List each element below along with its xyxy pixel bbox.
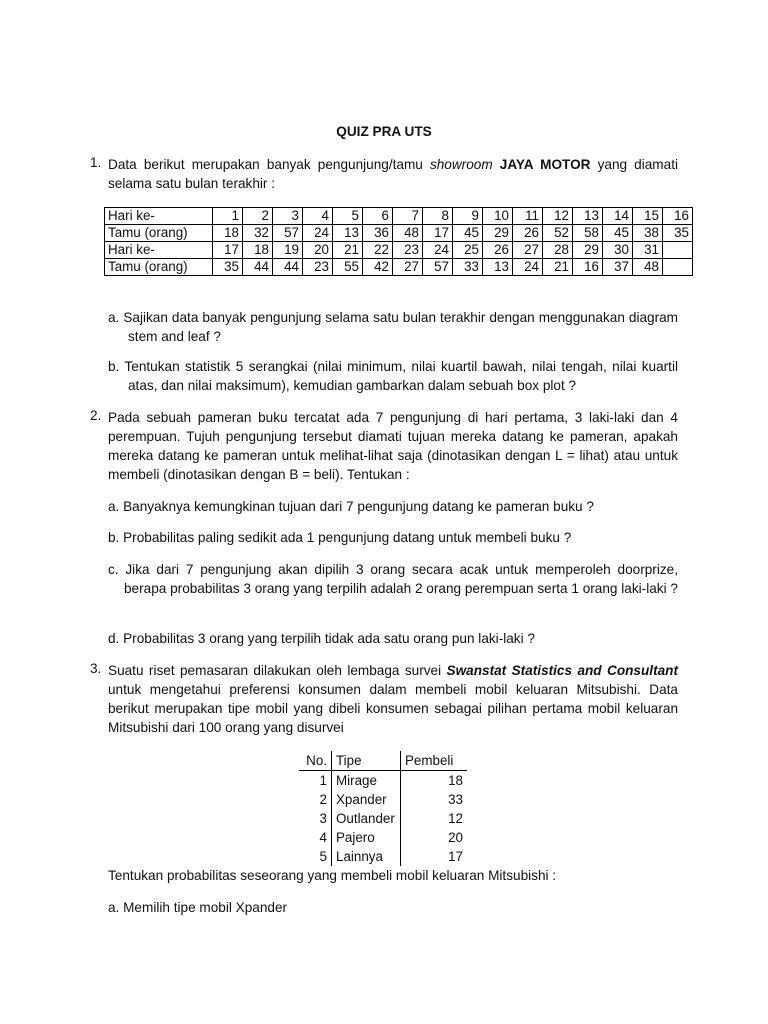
page-title: QUIZ PRA UTS bbox=[336, 124, 432, 139]
q3-number: 3. bbox=[90, 661, 102, 676]
table-cell: 35 bbox=[663, 225, 693, 242]
car-type-table bbox=[299, 751, 467, 866]
table-cell bbox=[663, 242, 693, 259]
table-cell: 8 bbox=[423, 208, 453, 225]
table-cell: 10 bbox=[483, 208, 513, 225]
row-tipe: Pajero bbox=[332, 828, 401, 847]
table-cell: 29 bbox=[573, 242, 603, 259]
table-row bbox=[105, 259, 693, 276]
table-cell: 11 bbox=[513, 208, 543, 225]
table-cell: 16 bbox=[663, 208, 693, 225]
table-row bbox=[299, 828, 467, 847]
row-label: Tamu (orang) bbox=[105, 225, 213, 242]
row-no: 3 bbox=[299, 809, 332, 828]
table-cell: 3 bbox=[273, 208, 303, 225]
table-cell: 21 bbox=[543, 259, 573, 276]
table-row bbox=[105, 208, 693, 225]
table-cell: 26 bbox=[513, 225, 543, 242]
row-pembeli: 18 bbox=[448, 773, 463, 788]
table-cell: 17 bbox=[213, 242, 243, 259]
row-label: Tamu (orang) bbox=[105, 259, 213, 276]
table-cell: 52 bbox=[543, 225, 573, 242]
table-cell: 23 bbox=[303, 259, 333, 276]
table-cell: 13 bbox=[333, 225, 363, 242]
table-cell: 37 bbox=[603, 259, 633, 276]
table-cell: 23 bbox=[393, 242, 423, 259]
table-cell: 36 bbox=[363, 225, 393, 242]
table-cell: 27 bbox=[393, 259, 423, 276]
row-label: Hari ke- bbox=[105, 208, 213, 225]
q3-item-a: a. Memilih tipe mobil Xpander bbox=[108, 900, 288, 915]
table-cell: 24 bbox=[303, 225, 333, 242]
table-cell: 28 bbox=[543, 242, 573, 259]
table-cell: 7 bbox=[393, 208, 423, 225]
row-no: 4 bbox=[299, 828, 332, 847]
q3-text-bold-italic: Swanstat Statistics and Consultant bbox=[446, 663, 678, 678]
table-row bbox=[299, 847, 467, 866]
table-cell: 48 bbox=[633, 259, 663, 276]
table-cell: 13 bbox=[483, 259, 513, 276]
q3-text: Suatu riset pemasaran dilakukan oleh lembaga survei Swanstat Statistics and Consultant untuk mengetahui preferensi konsumen dalam membeli mobil keluaran Mitsubishi. Data berikut merupakan tipe mobil yang dibeli konsumen sebagai pilihan pertama mobil keluaran Mitsubishi dari 100 orang yang disurvei bbox=[108, 663, 678, 735]
table-cell: 12 bbox=[543, 208, 573, 225]
table-cell: 29 bbox=[483, 225, 513, 242]
row-pembeli: 20 bbox=[448, 830, 463, 845]
table-cell: 24 bbox=[513, 259, 543, 276]
q3-prompt: Tentukan probabilitas seseorang yang membeli mobil keluaran Mitsubishi : bbox=[108, 868, 557, 883]
table-cell: 33 bbox=[453, 259, 483, 276]
table-cell: 45 bbox=[603, 225, 633, 242]
q1-text-pre: Data berikut merupakan banyak pengunjung/tamu bbox=[108, 157, 430, 172]
row-tipe: Lainnya bbox=[332, 847, 401, 866]
table-row bbox=[299, 771, 467, 791]
q2-item-c: c. Jika dari 7 pengunjung akan dipilih 3 orang secara acak untuk memperoleh doorprize, berapa probabilitas 3 orang yang terpilih adalah 2 orang perempuan serta 1 orang laki-laki ? bbox=[108, 562, 678, 596]
table-cell: 14 bbox=[603, 208, 633, 225]
table-cell: 4 bbox=[303, 208, 333, 225]
table-cell: 45 bbox=[453, 225, 483, 242]
table-cell: 15 bbox=[633, 208, 663, 225]
q1-number: 1. bbox=[90, 155, 102, 170]
row-pembeli: 33 bbox=[448, 792, 463, 807]
row-pembeli: 17 bbox=[448, 849, 463, 864]
table-cell: 30 bbox=[603, 242, 633, 259]
row-tipe: Xpander bbox=[332, 790, 401, 809]
table-cell: 31 bbox=[633, 242, 663, 259]
table-cell: 9 bbox=[453, 208, 483, 225]
q1-text-post: yang diamati selama satu bulan terakhir : bbox=[108, 157, 678, 191]
table-cell: 44 bbox=[273, 259, 303, 276]
row-no: 2 bbox=[299, 790, 332, 809]
table-cell: 57 bbox=[423, 259, 453, 276]
table-cell: 2 bbox=[243, 208, 273, 225]
q2-item-b: b. Probabilitas paling sedikit ada 1 pengunjung datang untuk membeli buku ? bbox=[108, 530, 572, 545]
q1-text bbox=[108, 155, 678, 193]
table-cell: 57 bbox=[273, 225, 303, 242]
table-cell: 6 bbox=[363, 208, 393, 225]
col-header-pembeli: Pembeli bbox=[401, 751, 468, 771]
q1-text-italic: showroom bbox=[429, 157, 493, 172]
table-cell: 18 bbox=[213, 225, 243, 242]
q2-text: Pada sebuah pameran buku tercatat ada 7 pengunjung di hari pertama, 3 laki-laki dan 4 perempuan. Tujuh pengunjung tersebut diamati tujuan mereka datang ke pameran, apakah mereka datang ke pameran untuk melihat-lihat saja (dinotasikan dengan L = lihat) atau untuk membeli (dinotasikan dengan B = beli). Tentukan : bbox=[108, 410, 678, 482]
row-no: 1 bbox=[299, 771, 332, 791]
row-tipe: Mirage bbox=[332, 771, 401, 791]
q1-text-bold: JAYA MOTOR bbox=[499, 157, 591, 172]
q2-number: 2. bbox=[90, 408, 102, 423]
table-cell: 55 bbox=[333, 259, 363, 276]
visitor-table bbox=[104, 207, 693, 276]
table-cell: 20 bbox=[303, 242, 333, 259]
table-row bbox=[105, 225, 693, 242]
table-cell: 58 bbox=[573, 225, 603, 242]
table-cell: 24 bbox=[423, 242, 453, 259]
q2-item-d: d. Probabilitas 3 orang yang terpilih tidak ada satu orang pun laki-laki ? bbox=[108, 631, 535, 646]
col-header-no: No. bbox=[299, 751, 332, 771]
table-cell: 48 bbox=[393, 225, 423, 242]
table-cell: 21 bbox=[333, 242, 363, 259]
row-no: 5 bbox=[299, 847, 332, 866]
q1-item-a: a. Sajikan data banyak pengunjung selama satu bulan terakhir dengan menggunakan diagram stem and leaf ? bbox=[108, 310, 678, 344]
table-cell: 25 bbox=[453, 242, 483, 259]
table-row bbox=[105, 242, 693, 259]
table-cell: 5 bbox=[333, 208, 363, 225]
table-cell: 44 bbox=[243, 259, 273, 276]
row-label: Hari ke- bbox=[105, 242, 213, 259]
table-cell: 42 bbox=[363, 259, 393, 276]
table-cell: 13 bbox=[573, 208, 603, 225]
table-cell: 16 bbox=[573, 259, 603, 276]
table-cell: 1 bbox=[213, 208, 243, 225]
table-cell: 17 bbox=[423, 225, 453, 242]
table-cell: 38 bbox=[633, 225, 663, 242]
col-header-tipe: Tipe bbox=[332, 751, 401, 771]
table-cell: 26 bbox=[483, 242, 513, 259]
q2-item-a: a. Banyaknya kemungkinan tujuan dari 7 pengunjung datang ke pameran buku ? bbox=[108, 499, 594, 514]
row-pembeli: 12 bbox=[448, 811, 463, 826]
table-cell bbox=[663, 259, 693, 276]
table-cell: 32 bbox=[243, 225, 273, 242]
row-tipe: Outlander bbox=[332, 809, 401, 828]
table-cell: 35 bbox=[213, 259, 243, 276]
table-cell: 18 bbox=[243, 242, 273, 259]
table-row bbox=[299, 790, 467, 809]
table-row bbox=[299, 809, 467, 828]
q1-item-b: b. Tentukan statistik 5 serangkai (nilai minimum, nilai kuartil bawah, nilai tengah, nilai kuartil atas, dan nilai maksimum), kemudian gambarkan dalam sebuah box plot ? bbox=[108, 359, 678, 393]
table-cell: 19 bbox=[273, 242, 303, 259]
table-cell: 27 bbox=[513, 242, 543, 259]
table-cell: 22 bbox=[363, 242, 393, 259]
